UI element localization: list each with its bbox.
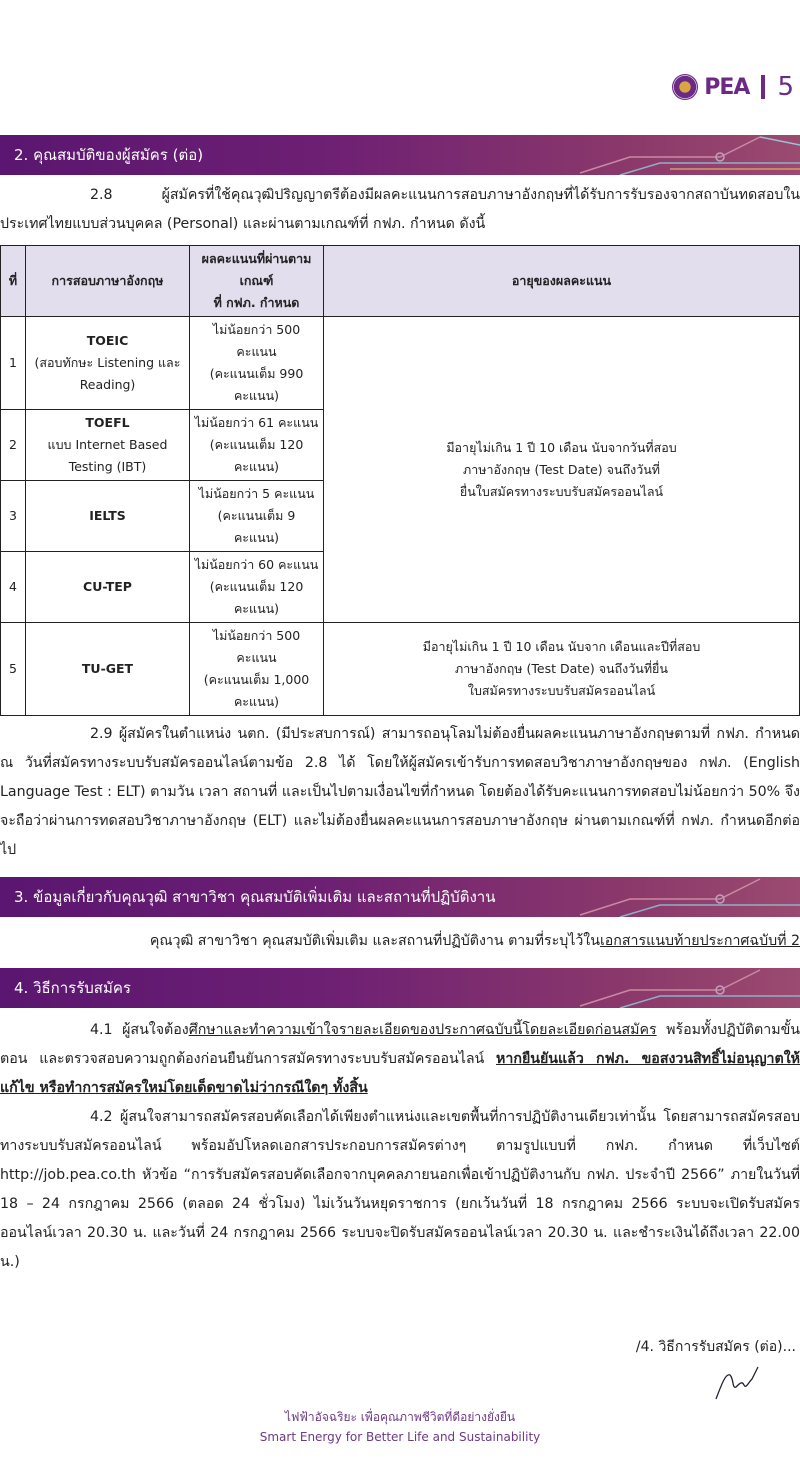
p41-text: 4.1 ผู้สนใจต้อง — [90, 1022, 189, 1038]
min-score: ไม่น้อยกว่า 500 คะแนน — [212, 322, 301, 359]
test-name: TOEFL — [85, 415, 130, 430]
col-score-line1: ผลคะแนนที่ผ่านตามเกณฑ์ — [201, 251, 312, 288]
cell-score — [190, 623, 324, 716]
full-score: (คะแนนเต็ม 120 คะแนน) — [209, 437, 304, 474]
cell-no: 1 — [1, 317, 26, 410]
col-test: การสอบภาษาอังกฤษ — [26, 246, 190, 317]
validity-line: ภาษาอังกฤษ (Test Date) จนถึงวันที่ — [462, 461, 660, 477]
p41-warning: หากยืนยันแล้ว กฟภ. ขอสงวนสิทธิ์ไม่อนุญาตให้แก้ไข หรือทำการสมัครใหม่โดยเด็ดขาดไม่ว่ากรณีใดๆ ทั้งสิ้น — [0, 1051, 800, 1096]
circuit-decoration-icon — [520, 135, 800, 175]
cell-no: 3 — [1, 481, 26, 552]
validity-line: ภาษาอังกฤษ (Test Date) จนถึงวันที่ยื่น — [455, 661, 668, 676]
col-no: ที่ — [1, 246, 26, 317]
paragraph-2-8: 2.8 ผู้สมัครที่ใช้คุณวุฒิปริญญาตรีต้องมีผลคะแนนการสอบภาษาอังกฤษที่ได้รับการรับรองจากสถาบันทดสอบในประเทศไทยแบบส่วนบุคคล (Personal) และผ่านตามเกณฑ์ที่ กฟภ. กำหนด ดังนี้ — [0, 187, 800, 232]
paragraph-2-9: 2.9 ผู้สมัครในตำแหน่ง นตก. (มีประสบการณ์) สามารถอนุโลมไม่ต้องยื่นผลคะแนนภาษาอังกฤษตามที่ กฟภ. กำหนด ณ วันที่สมัครทางระบบรับสมัครออนไลน์ตามข้อ 2.8 ได้ โดยให้ผู้สมัครเข้ารับการทดสอบวิชาภาษาอังกฤษของ กฟภ. (English Language Test : ELT) ตามวัน เวลา สถานที่ และเป็นไปตามเงื่อนไขที่กำหนด โดยต้องได้รับคะแนนการทดสอบไม่น้อยกว่า 50% จึงจะถือว่าผ่านการทดสอบวิชาภาษาอังกฤษ (ELT) และไม่ต้องยื่นผลคะแนนการสอบภาษาอังกฤษ ผ่านตามเกณฑ์ที่ กฟภ. กำหนดอีกต่อไป — [0, 726, 800, 858]
section-title: 4. วิธีการรับสมัคร — [14, 979, 131, 997]
min-score: ไม่น้อยกว่า 5 คะแนน — [198, 486, 315, 501]
validity-line: ใบสมัครทางระบบรับสมัครออนไลน์ — [467, 683, 656, 698]
full-score: (คะแนนเต็ม 990 คะแนน) — [209, 366, 304, 403]
test-name: IELTS — [26, 481, 190, 552]
cell-no: 2 — [1, 410, 26, 481]
section-title: 2. คุณสมบัติของผู้สมัคร (ต่อ) — [14, 146, 204, 164]
cell-no: 4 — [1, 552, 26, 623]
col-score-line2: ที่ กฟภ. กำหนด — [213, 295, 300, 310]
section-3-header — [0, 877, 800, 917]
continuation-note: /4. วิธีการรับสมัคร (ต่อ)... — [635, 1339, 796, 1355]
full-score: (คะแนนเต็ม 9 คะแนน) — [217, 508, 296, 545]
signature-icon — [712, 1363, 762, 1403]
validity-line: ยื่นใบสมัครทางระบบรับสมัครออนไลน์ — [459, 483, 664, 499]
paragraph-4-2: 4.2 ผู้สนใจสามารถสมัครสอบคัดเลือกได้เพียงตำแหน่งและเขตพื้นที่การปฏิบัติงานเดียวเท่านั้น โดยสามารถสมัครสอบทางระบบรับสมัครออนไลน์ พร้อมอัปโหลดเอกสารประกอบการสมัครต่างๆ ตามรูปแบบที่ กฟภ. กำหนด ที่เว็บไซต์ http://job.pea.co.th หัวข้อ “การรับสมัครสอบคัดเลือกจากบุคคลภายนอกเพื่อเข้าปฏิบัติงานกับ กฟภ. ประจำปี 2566” ภายในวันที่ 18 – 24 กรกฎาคม 2566 (ตลอด 24 ชั่วโมง) ไม่เว้นวันหยุดราชการ (ยกเว้นวันที่ 18 กรกฎาคม 2566 ระบบจะเปิดรับสมัครออนไลน์เวลา 20.30 น. และวันที่ 24 กรกฎาคม 2566 ระบบจะปิดรับสมัครออนไลน์เวลา 20.30 น. และชำระเงินได้ถึงเวลา 22.00 น.) — [0, 1109, 800, 1270]
pea-logo — [672, 72, 794, 102]
cell-score — [190, 317, 324, 410]
section-3-body: คุณวุฒิ สาขาวิชา คุณสมบัติเพิ่มเติม และสถานที่ปฏิบัติงาน ตามที่ระบุไว้ใน — [149, 933, 600, 949]
table-header-row — [1, 246, 800, 317]
table-row — [1, 623, 800, 716]
cell-score — [190, 552, 324, 623]
test-sub: แบบ Internet Based Testing (IBT) — [47, 437, 168, 474]
english-test-table — [0, 245, 800, 716]
footer-slogan-english: Smart Energy for Better Life and Sustainability — [259, 1430, 541, 1444]
logo-text: PEA — [704, 74, 750, 100]
pea-emblem-icon — [672, 74, 698, 100]
p41-text-2: พร้อมทั้งปฏิบัติตามขั้นตอน และตรวจสอบความถูกต้องก่อนยืนยันการสมัครทางระบบรับสมัครออนไลน์ — [0, 1022, 800, 1067]
full-score: (คะแนนเต็ม 120 คะแนน) — [209, 579, 304, 616]
cell-no: 5 — [1, 623, 26, 716]
section-4-header — [0, 968, 800, 1008]
page-number: 5 — [777, 72, 794, 102]
test-name: TOEIC — [86, 333, 129, 348]
table-row — [1, 317, 800, 410]
p41-underlined: ศึกษาและทำความเข้าใจรายละเอียดของประกาศฉบับนี้โดยละเอียดก่อนสมัคร — [188, 1022, 657, 1038]
test-name: CU-TEP — [26, 552, 190, 623]
col-score — [190, 246, 324, 317]
cell-score — [190, 410, 324, 481]
col-validity: อายุของผลคะแนน — [324, 246, 800, 317]
min-score: ไม่น้อยกว่า 60 คะแนน — [194, 557, 319, 572]
cell-score — [190, 481, 324, 552]
cell-test — [26, 317, 190, 410]
divider — [761, 75, 765, 99]
section-2-header — [0, 135, 800, 175]
test-sub: (สอบทักษะ Listening และ Reading) — [34, 355, 181, 392]
footer-slogan-thai: ไฟฟ้าอัจฉริยะ เพื่อคุณภาพชีวิตที่ดีอย่างยั่งยืน — [284, 1410, 516, 1424]
full-score: (คะแนนเต็ม 1,000 คะแนน) — [203, 672, 310, 709]
attachment-reference: เอกสารแนบท้ายประกาศฉบับที่ 2 — [599, 933, 800, 949]
cell-validity — [324, 623, 800, 716]
min-score: ไม่น้อยกว่า 61 คะแนน — [194, 415, 319, 430]
cell-validity — [324, 317, 800, 623]
circuit-decoration-icon — [520, 968, 800, 1008]
footer — [0, 1407, 800, 1447]
circuit-decoration-icon — [520, 877, 800, 917]
min-score: ไม่น้อยกว่า 500 คะแนน — [212, 628, 301, 665]
validity-line: มีอายุไม่เกิน 1 ปี 10 เดือน นับจากวันที่สอบ — [446, 439, 677, 455]
cell-test — [26, 410, 190, 481]
section-title: 3. ข้อมูลเกี่ยวกับคุณวุฒิ สาขาวิชา คุณสมบัติเพิ่มเติม และสถานที่ปฏิบัติงาน — [14, 888, 496, 906]
validity-line: มีอายุไม่เกิน 1 ปี 10 เดือน นับจาก เดือนและปีที่สอบ — [422, 639, 701, 654]
test-name: TU-GET — [26, 623, 190, 716]
section-3-text — [0, 927, 800, 956]
paragraph-4-1 — [0, 1016, 800, 1103]
